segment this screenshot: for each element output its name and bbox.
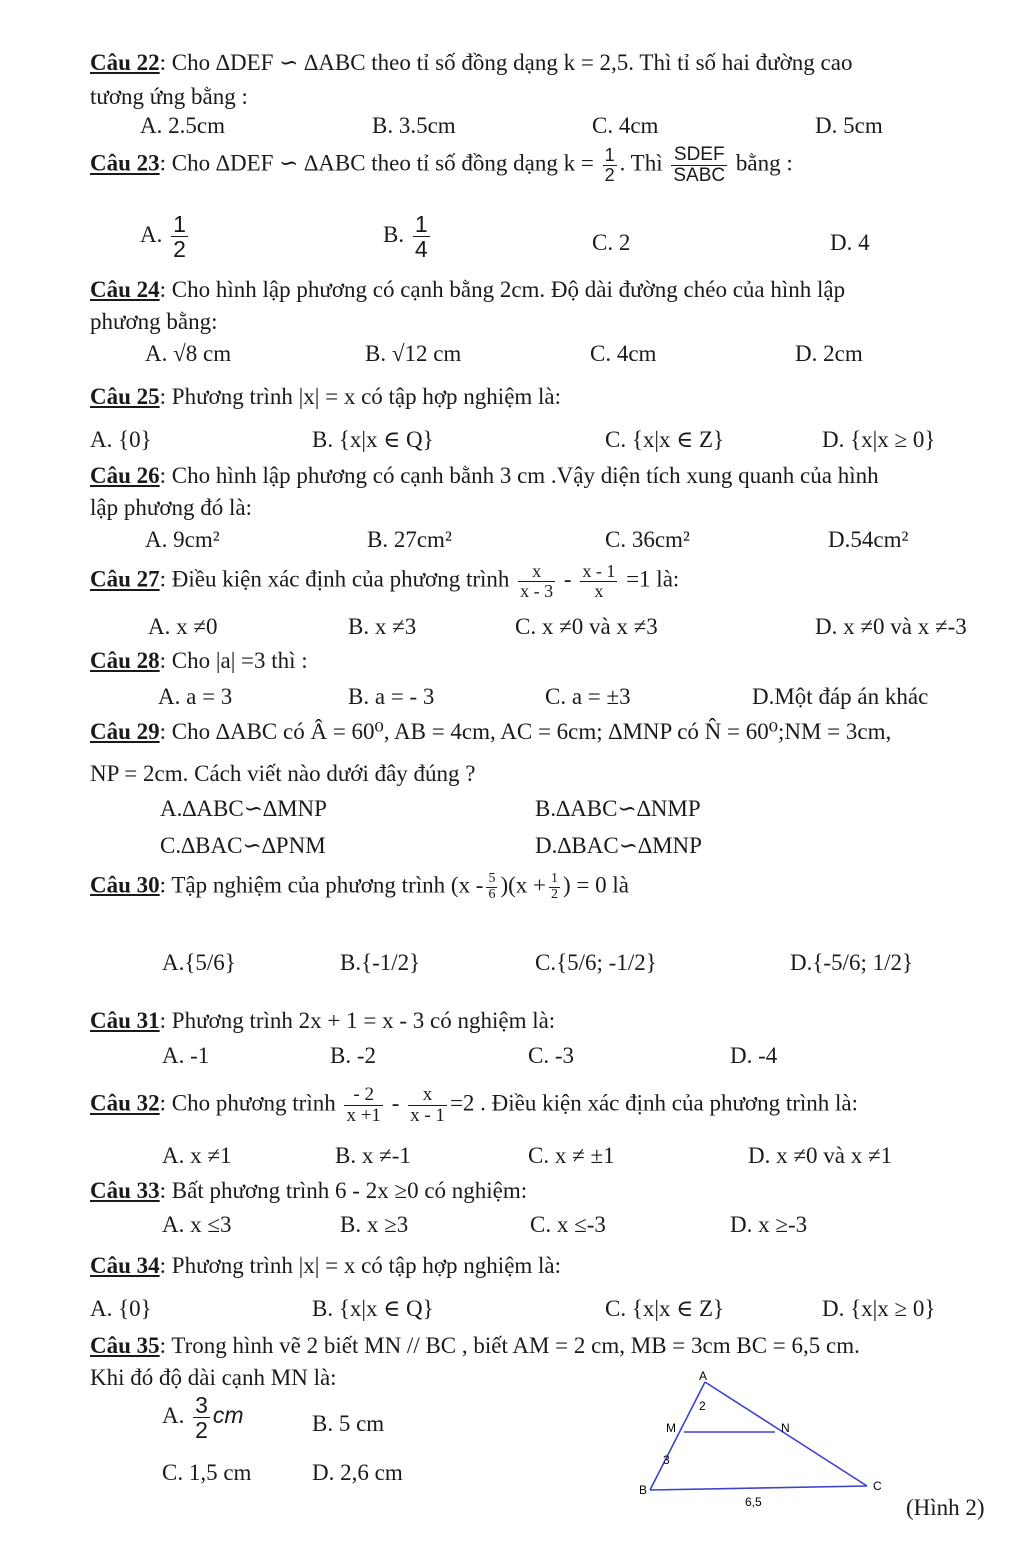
fraction-numerator: x [532,561,542,581]
question-26 [90,463,879,489]
question-text-end: bằng : [735,150,793,176]
question-number: Câu 27 [90,566,160,592]
option-d: D.{-5/6; 1/2} [790,950,914,975]
label-m: M [666,1421,676,1435]
fraction-denominator: x - 3 [520,580,554,601]
fraction-denominator: 2 [551,886,558,902]
option-c: C. 4cm [590,341,657,366]
question-text: : Bất phương trình 6 - 2x ≥0 có nghiệm: [159,1178,528,1203]
figure-caption: (Hình 2) [906,1495,985,1520]
option-label: A. [162,1402,185,1428]
question-text-end: =2 . Điều kiện xác định của phương trình là: [449,1090,858,1116]
equation-fraction-2 [408,1085,447,1126]
option-d: D. 2cm [795,341,863,366]
option-label: B. [383,221,405,247]
fraction-numerator: 1 [551,871,558,886]
equation-part: )(x + [500,872,546,898]
fraction-numerator: SDEF [673,144,725,165]
label-c: C [873,1479,882,1493]
option-d: D. 4 [830,230,870,255]
option-a: A. √8 cm [145,341,232,366]
option-c: C.{5/6; -1/2} [535,950,657,975]
label-b: B [639,1483,648,1497]
question-number: Câu 22 [90,50,160,75]
question-32: Câu 32: Cho phương trình $\frac{- 2}{x +1}$ - $\frac{x}{x - 1}$ =2 . Điều kiện xác định của phương trình là: [90,1084,858,1126]
option-d: D. -4 [730,1043,778,1068]
option-d: D. x ≠0 và x ≠-3 [815,614,967,639]
option-label: A. [140,221,163,247]
question-text-cont: tương ứng bằng : [90,84,248,109]
question-text: : Trong hình vẽ 2 biết MN // BC , biết AM = 2 cm, MB = 3cm BC = 6,5 cm. [159,1333,860,1358]
question-23 [90,145,793,186]
question-text: : Cho ∆ABC có Â = 60⁰, AB = 4cm, AC = 6cm; ∆MNP có N̂ = 60⁰;NM = 3cm, [159,719,892,744]
option-b: B. 5 cm [312,1411,385,1436]
question-number: Câu 34 [90,1253,160,1278]
option-b: B. √12 cm [365,341,462,366]
question-33 [90,1178,527,1204]
fraction-numerator: - 2 [353,1084,374,1105]
option-a: A.∆ABC∽∆MNP [160,796,327,821]
fraction-numerator: 3 [195,1392,208,1418]
fraction-denominator: SABC [673,164,726,186]
option-unit: cm [212,1401,244,1428]
option-d: D.Một đáp án khác [752,684,929,709]
equation-part: ) = 0 là [563,872,629,898]
option-fraction [171,212,188,261]
option-d: D. {x|x ≥ 0} [822,1296,936,1321]
question-number: Câu 25 [90,384,160,409]
triangle-figure [635,1370,895,1510]
question-27: Câu 27: Điều kiện xác định của phương trình $\frac{x}{x - 3}$ - $\frac{x - 1}{x}$ =1 là: [90,561,680,601]
option-b: B. {x|x ∈ Q} [312,1296,434,1321]
question-text: : Điều kiện xác định của phương trình [159,566,510,592]
option-a: A. x ≠0 [148,614,218,639]
question-number: Câu 35 [90,1333,160,1358]
label-bc-length: 6,5 [745,1495,762,1509]
side-bc [650,1486,867,1490]
question-29 [90,719,891,745]
equation-fraction-1 [518,562,555,601]
question-number: Câu 32 [90,1090,160,1116]
question-22 [90,50,852,76]
question-number: Câu 31 [90,1008,160,1033]
option-a [162,1393,244,1442]
option-b [383,212,433,261]
ratio-fraction [603,146,617,185]
fraction-denominator: x +1 [346,1104,381,1126]
question-text: : Cho ∆DEF ∽ ∆ABC theo tỉ số đồng dạng k = 2,5. Thì tỉ số hai đường cao [159,50,853,75]
option-a: A. x ≤3 [162,1212,232,1237]
fraction-denominator: 6 [488,886,496,902]
option-d: D. 2,6 cm [312,1460,403,1485]
fraction-denominator: x - 1 [410,1104,445,1126]
question-text: : Phương trình |x| = x có tập hợp nghiệm là: [159,1253,562,1278]
option-a: A. 9cm² [145,527,220,552]
option-c: C. 4cm [592,113,659,138]
question-text-cont: Khi đó độ dài cạnh MN là: [90,1365,337,1390]
option-c: C.∆BAC∽∆PNM [160,833,326,858]
option-c: C. 36cm² [605,527,690,552]
option-b: B. x ≠-1 [335,1143,411,1168]
option-b: B. a = - 3 [348,684,435,709]
option-d: D. x ≥-3 [730,1212,808,1237]
option-fraction [193,1393,210,1442]
option-a: A. 2.5cm [140,113,225,138]
option-c: C. x ≠ ±1 [528,1143,615,1168]
fraction-denominator: x [580,581,617,601]
fraction-numerator: x [422,1084,433,1105]
fraction-numerator: x - 1 [582,561,616,581]
label-n: N [781,1421,790,1435]
option-a: A. {0} [90,427,152,452]
question-text-cont: NP = 2cm. Cách viết nào dưới đây đúng ? [90,761,476,786]
option-c: C. x ≠0 và x ≠3 [515,614,658,639]
option-b: B. 3.5cm [372,113,456,138]
area-ratio-fraction [671,145,727,186]
question-text: : Cho hình lập phương có cạnh bằnh 3 cm .Vậy diện tích xung quanh của hình [159,463,879,488]
fraction-denominator: 4 [414,236,428,263]
question-31 [90,1008,555,1034]
question-number: Câu 30 [90,872,160,898]
equation-fraction-1 [344,1085,382,1126]
equation-fraction-2 [549,872,560,902]
question-text: : Cho phương trình [159,1090,336,1116]
question-25 [90,384,561,410]
question-text-cont: lập phương đó là: [90,495,252,520]
option-a: A. -1 [162,1043,210,1068]
question-text: : Phương trình 2x + 1 = x - 3 có nghiệm là: [159,1008,556,1033]
option-c: C. 1,5 cm [162,1460,252,1485]
label-am-length: 2 [699,1399,706,1413]
label-a: A [699,1370,708,1383]
option-c: C. {x|x ∈ Z} [605,1296,725,1321]
question-28 [90,648,308,674]
question-number: Câu 23 [90,150,160,176]
option-b: B. x ≥3 [340,1212,409,1237]
question-number: Câu 28 [90,648,160,673]
question-text-cont: phương bằng: [90,309,218,334]
question-text: : Cho hình lập phương có cạnh bằng 2cm. Độ dài đường chéo của hình lập [159,277,846,302]
question-text: : Cho |a| =3 thì : [159,648,308,673]
question-35 [90,1333,860,1359]
option-c: C. x ≤-3 [530,1212,606,1237]
option-b: B.{-1/2} [340,950,421,975]
option-b: B.∆ABC∽∆NMP [535,796,701,821]
side-ab [650,1382,705,1490]
question-text: : Phương trình |x| = x có tập hợp nghiệm là: [159,384,562,409]
fraction-denominator: 2 [195,1417,208,1444]
question-text: : Tập nghiệm của phương trình [159,872,446,898]
option-a [140,212,191,261]
question-number: Câu 33 [90,1178,160,1203]
fraction-denominator: 2 [173,236,186,263]
option-fraction [413,212,430,261]
option-b: B. {x|x ∈ Q} [312,427,434,452]
label-mb-length: 3 [663,1453,670,1467]
fraction-numerator: 5 [488,871,496,886]
option-d: D. 5cm [815,113,883,138]
option-d: D.∆BAC∽∆MNP [535,833,702,858]
question-24 [90,277,845,303]
question-text: : Cho ∆DEF ∽ ∆ABC theo tỉ số đồng dạng k = [159,150,594,176]
question-30 [90,872,629,902]
option-c: C. -3 [528,1043,574,1068]
option-d: D.54cm² [828,527,909,552]
question-text-end: =1 là: [626,566,680,592]
question-number: Câu 26 [90,463,160,488]
fraction-numerator: 1 [604,145,615,166]
equation-part: (x - [450,872,484,898]
option-a: A. a = 3 [158,684,233,709]
option-a: A. {0} [90,1296,152,1321]
option-d: D. {x|x ≥ 0} [822,427,936,452]
question-34 [90,1253,561,1279]
option-a: A.{5/6} [162,950,236,975]
question-number: Câu 29 [90,719,160,744]
equation-fraction-1 [486,872,497,902]
option-c: C. a = ±3 [545,684,631,709]
option-b: B. x ≠3 [348,614,417,639]
option-a: A. x ≠1 [162,1143,232,1168]
option-c: C. {x|x ∈ Z} [605,427,725,452]
question-text-mid: . Thì [619,150,663,176]
question-number: Câu 24 [90,277,160,302]
equation-fraction-2 [580,562,617,601]
option-d: D. x ≠0 và x ≠1 [748,1143,893,1168]
fraction-numerator: 1 [414,211,428,237]
option-b: B. 27cm² [367,527,452,552]
option-c: C. 2 [592,230,631,255]
fraction-denominator: 2 [604,164,615,185]
fraction-numerator: 1 [173,211,186,237]
option-b: B. -2 [330,1043,376,1068]
